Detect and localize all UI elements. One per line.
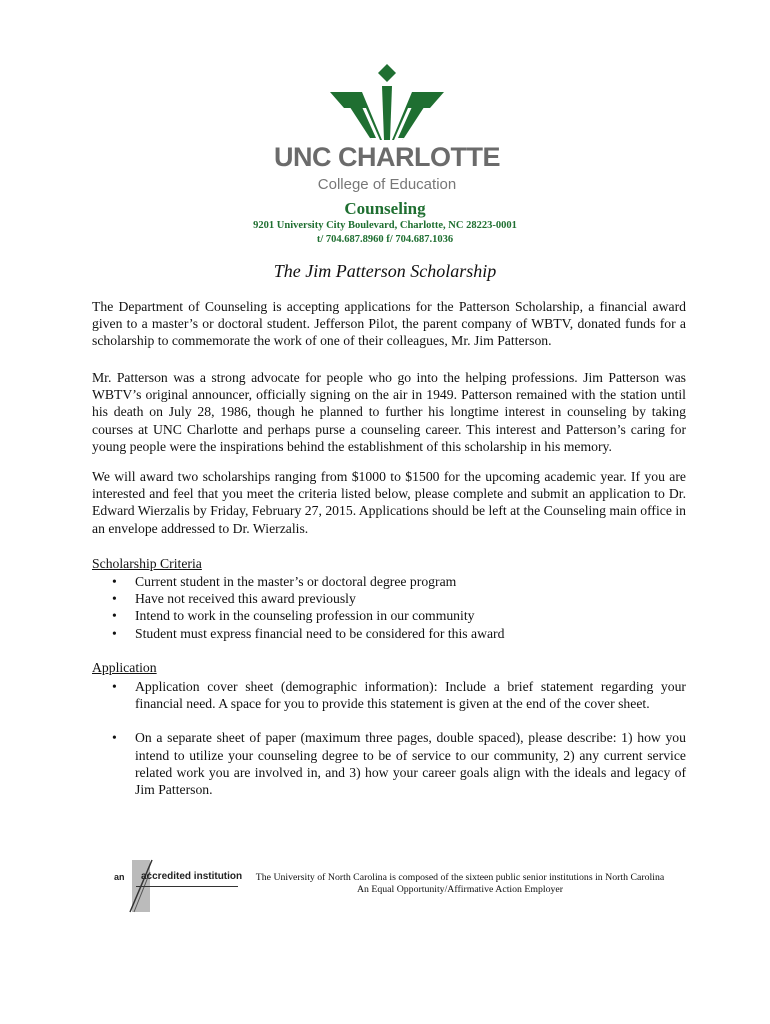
accreditation-badge — [114, 858, 243, 914]
list-item: • Current student in the master’s or doctoral degree program — [112, 574, 457, 589]
intro-paragraph: The Department of Counseling is accepting applications for the Patterson Scholarship, a financial award given to a master’s or doctoral student. Jefferson Pilot, the parent company of WBTV, donated funds for a scholarship to commemorate the work of one of their colleagues, Mr. Jim Patterson. — [92, 299, 686, 349]
bullet-icon: • — [112, 730, 117, 746]
application-list — [92, 678, 686, 798]
unc-charlotte-logo — [262, 62, 512, 212]
bullet-icon: • — [112, 608, 117, 624]
list-item: • Application cover sheet (demographic information): Include a brief statement regarding your financial need. A space for you to provide this statement is given at the end of the cover sheet. — [112, 679, 686, 712]
department-phone-fax: t/ 704.687.8960 f/ 704.687.1036 — [316, 234, 454, 245]
list-item: • Intend to work in the counseling profession in our community — [112, 608, 475, 624]
footer-line-1: The University of North Carolina is composed of the sixteen public senior institutions in North Carolina — [255, 872, 665, 883]
list-item: • On a separate sheet of paper (maximum three pages, double spaced), please describe: 1) how you intend to utilize your counseling degree to be of service to our community, 2) any current service related work you are involved in, and 3) how your career goals align with the ideals and legacy of Jim Patterson. — [112, 730, 686, 798]
badge-accredited-text: accredited institution — [141, 871, 243, 882]
bullet-icon: • — [112, 679, 117, 694]
department-address: 9201 University City Boulevard, Charlotte, NC 28223-0001 — [253, 220, 517, 231]
university-name: UNC CHARLOTTE — [274, 142, 500, 172]
bullet-icon: • — [112, 625, 117, 641]
badge-divider — [136, 886, 238, 887]
list-item: • Student must express financial need to be considered for this award — [112, 625, 505, 641]
award-paragraph: We will award two scholarships ranging from $1000 to $1500 for the upcoming academic year. If you are interested and feel that you meet the criteria listed below, please complete and submit an application to Dr. Edward Wierzalis by Friday, February 27, 2015. Applications should be left at the Counseling main office in an envelope addressed to Dr. Wierzalis. — [92, 469, 686, 536]
footer-line-2: An Equal Opportunity/Affirmative Action Employer — [356, 884, 564, 895]
bullet-icon: • — [112, 591, 117, 607]
crown-emblem-icon — [322, 62, 452, 142]
department-name: Counseling — [344, 199, 426, 218]
list-item: • Have not received this award previously — [112, 591, 356, 607]
background-paragraph: Mr. Patterson was a strong advocate for people who go into the helping professions. Jim Patterson was WBTV’s original announcer, officially signing on the air in 1949. Patterson remained with the station until his death on July 28, 1986, though he planned to further his longtime interest in counseling by taking courses at UNC Charlotte and perhaps purse a counseling career. This interest and Patterson’s caring for young people were the inspirations behind the establishment of this scholarship in his memory. — [92, 370, 686, 454]
document-title: The Jim Patterson Scholarship — [273, 261, 497, 281]
college-name: College of Education — [317, 176, 457, 193]
badge-an-text: an — [114, 872, 125, 882]
bullet-icon: • — [112, 574, 117, 589]
criteria-heading: Scholarship Criteria — [92, 556, 202, 571]
criteria-list — [92, 573, 686, 642]
application-heading: Application — [92, 660, 157, 675]
